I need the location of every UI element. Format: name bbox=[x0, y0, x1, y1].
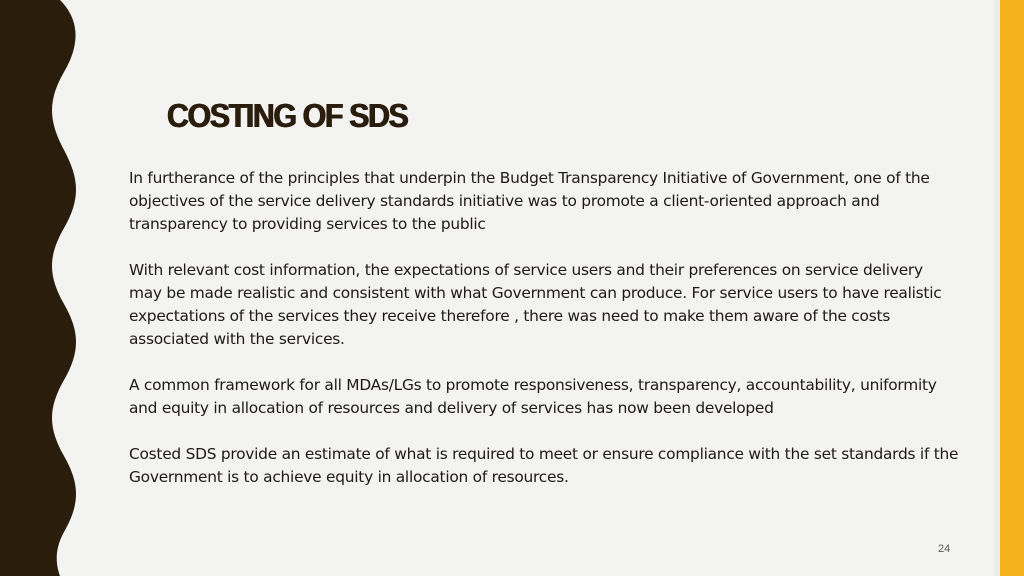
slide-title: COSTING OF SDS bbox=[167, 97, 408, 134]
page-number: 24 bbox=[938, 543, 951, 555]
paragraph-2: With relevant cost information, the expectations of service users and their preferences on service delivery may be made realistic and consistent with what Government can produce. For service users to have realistic expectations of the services they receive therefore , there was need to make them aware of the costs associated with the services. bbox=[129, 261, 942, 348]
right-accent-bar bbox=[1000, 0, 1024, 576]
paragraph-1: In furtherance of the principles that underpin the Budget Transparency Initiative of Government, one of the objectives of the service delivery standards initiative was to promote a client-oriented approach and transparency to providing services to the public bbox=[129, 169, 930, 233]
left-wave-decoration bbox=[0, 0, 90, 576]
paragraph-4: Costed SDS provide an estimate of what is required to meet or ensure compliance with the set standards if the Government is to achieve equity in allocation of resources. bbox=[129, 445, 959, 486]
slide-body bbox=[129, 167, 959, 512]
paragraph-3: A common framework for all MDAs/LGs to promote responsiveness, transparency, accountability, uniformity and equity in allocation of resources and delivery of services has now been developed bbox=[129, 376, 937, 417]
